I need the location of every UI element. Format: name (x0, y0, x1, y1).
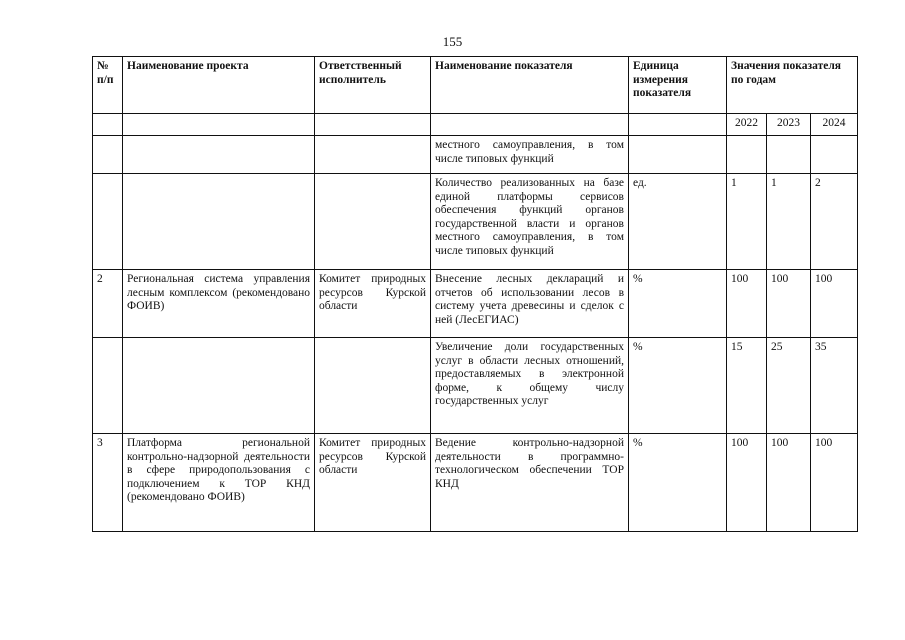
row-executor (315, 338, 431, 434)
header-values: Значения показателя по годам (727, 57, 858, 114)
year-row-empty-2 (123, 114, 315, 136)
row-value-2024: 35 (811, 338, 858, 434)
year-2024: 2024 (811, 114, 858, 136)
row-num: 3 (93, 434, 123, 532)
row-value-2022: 1 (727, 174, 767, 270)
row-num (93, 136, 123, 174)
year-row-empty-1 (93, 114, 123, 136)
row-value-2022: 100 (727, 270, 767, 338)
row-unit: % (629, 434, 727, 532)
row-unit (629, 136, 727, 174)
row-executor (315, 136, 431, 174)
row-executor: Комитет природных ресурсов Курской области (315, 270, 431, 338)
row-unit: ед. (629, 174, 727, 270)
year-row-empty-3 (315, 114, 431, 136)
row-value-2023: 100 (767, 270, 811, 338)
row-value-2023: 100 (767, 434, 811, 532)
year-row (93, 114, 858, 136)
row-project: Региональная система управления лесным комплексом (рекомендовано ФОИВ) (123, 270, 315, 338)
header-project: Наименование проекта (123, 57, 315, 114)
row-indicator: местного самоуправления, в том числе типовых функций (431, 136, 629, 174)
page-number: 155 (442, 34, 463, 49)
row-executor: Комитет природных ресурсов Курской области (315, 434, 431, 532)
row-value-2022: 100 (727, 434, 767, 532)
row-project (123, 174, 315, 270)
table-row (93, 136, 858, 174)
row-value-2023 (767, 136, 811, 174)
header-indicator: Наименование показателя (431, 57, 629, 114)
row-indicator: Ведение контрольно-надзорной деятельности в программно-технологическом обеспечении ТОР КНД (431, 434, 629, 532)
row-num (93, 338, 123, 434)
row-unit: % (629, 338, 727, 434)
row-num (93, 174, 123, 270)
row-unit: % (629, 270, 727, 338)
row-executor (315, 174, 431, 270)
row-project (123, 136, 315, 174)
indicators-table (92, 56, 858, 532)
year-2023: 2023 (767, 114, 811, 136)
table-row (93, 338, 858, 434)
row-indicator: Внесение лесных деклараций и отчетов об использовании лесов в систему учета древесины и сделок с ней (ЛесЕГИАС) (431, 270, 629, 338)
row-project: Платформа региональной контрольно-надзорной деятельности в сфере природопользования с подключением к ТОР КНД (рекомендовано ФОИВ) (123, 434, 315, 532)
table-row (93, 270, 858, 338)
row-indicator: Количество реализованных на базе единой платформы сервисов обеспечения функций органов государственной власти и органов местного самоуправления, в том числе типовых функций (431, 174, 629, 270)
year-row-empty-4 (431, 114, 629, 136)
row-value-2022: 15 (727, 338, 767, 434)
header-row (93, 57, 858, 114)
header-unit: Единица измерения показателя (629, 57, 727, 114)
row-num: 2 (93, 270, 123, 338)
row-value-2024: 2 (811, 174, 858, 270)
row-value-2024 (811, 136, 858, 174)
row-value-2022 (727, 136, 767, 174)
row-value-2024: 100 (811, 434, 858, 532)
row-value-2024: 100 (811, 270, 858, 338)
row-indicator: Увеличение доли государственных услуг в области лесных отношений, предоставляемых в электронной форме, к общему числу государственных услуг (431, 338, 629, 434)
row-value-2023: 25 (767, 338, 811, 434)
year-2022: 2022 (727, 114, 767, 136)
row-project (123, 338, 315, 434)
header-executor: Ответственный исполнитель (315, 57, 431, 114)
header-num: № п/п (93, 57, 123, 114)
table-row (93, 174, 858, 270)
table-row (93, 434, 858, 532)
row-value-2023: 1 (767, 174, 811, 270)
year-row-empty-5 (629, 114, 727, 136)
